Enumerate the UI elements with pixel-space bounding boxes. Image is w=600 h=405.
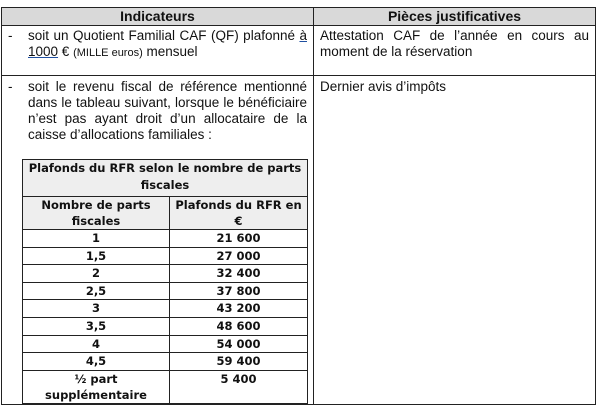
- cell-piece-qf: [314, 26, 596, 76]
- rfr-plafond-cell: 48 600: [170, 317, 308, 335]
- piece-qf-text: Attestation CAF de l’année en cours au moment de la réservation: [320, 28, 589, 59]
- rfr-parts-cell: 3: [23, 300, 170, 318]
- cell-piece-rfr: [314, 76, 596, 405]
- table-row: [23, 282, 308, 300]
- qf-suffix: mensuel: [142, 44, 198, 59]
- rfr-parts-cell: ½ part supplémentaire: [23, 370, 170, 403]
- rfr-col-parts-header: Nombre de parts fiscales: [23, 197, 170, 230]
- rfr-parts-cell: 3,5: [23, 317, 170, 335]
- rfr-plafond-cell: 32 400: [170, 265, 308, 283]
- cell-indicateur-rfr: [2, 76, 314, 405]
- qf-currency: €: [58, 44, 74, 59]
- row-quotient-familial: [2, 26, 596, 76]
- row-revenu-fiscal: [2, 76, 596, 405]
- rfr-parts-cell: 2: [23, 265, 170, 283]
- rfr-parts-cell: 2,5: [23, 282, 170, 300]
- table-row: [23, 317, 308, 335]
- indicateur-rfr-text: soit le revenu fiscal de référence mentionné dans le tableau suivant, lorsque le bénéficiaire n’est pas ayant droit d’un allocataire de la caisse d’allocations familiales :: [28, 79, 307, 142]
- table-row: [23, 265, 308, 283]
- table-row: [23, 300, 308, 318]
- rfr-plafond-cell: 54 000: [170, 335, 308, 353]
- table-row: [23, 230, 308, 248]
- qf-mille-note: (MILLE euros): [73, 47, 143, 59]
- rfr-plafond-cell: 27 000: [170, 247, 308, 265]
- rfr-plafond-cell: 43 200: [170, 300, 308, 318]
- rfr-plafond-cell: 5 400: [170, 370, 308, 403]
- rfr-plafonds-table: [22, 159, 308, 404]
- rfr-plafond-cell: 59 400: [170, 353, 308, 371]
- list-dash: -: [8, 79, 13, 94]
- table-row: [23, 370, 308, 403]
- rfr-plafond-cell: 37 800: [170, 282, 308, 300]
- header-indicateurs: Indicateurs: [2, 8, 314, 26]
- rfr-parts-cell: 1: [23, 230, 170, 248]
- rfr-plafond-cell: 21 600: [170, 230, 308, 248]
- header-pieces: Pièces justificatives: [314, 8, 596, 26]
- qf-amount: à 1000: [28, 28, 307, 59]
- rfr-parts-cell: 4: [23, 335, 170, 353]
- table-row: [23, 353, 308, 371]
- list-dash: -: [8, 28, 13, 43]
- rfr-parts-cell: 1,5: [23, 247, 170, 265]
- qf-line1: soit un Quotient Familial CAF (QF) plafonné: [28, 28, 295, 43]
- rfr-parts-cell: 4,5: [23, 353, 170, 371]
- piece-rfr-text: Dernier avis d’impôts: [320, 79, 447, 94]
- indicateur-qf-text: [28, 28, 313, 61]
- rfr-table-caption: Plafonds du RFR selon le nombre de parts fiscales: [23, 160, 308, 197]
- cell-indicateur-qf: [2, 26, 314, 76]
- table-row: [23, 247, 308, 265]
- rfr-col-plafonds-header: Plafonds du RFR en €: [170, 197, 308, 230]
- indicators-table: [1, 7, 596, 405]
- table-row: [23, 335, 308, 353]
